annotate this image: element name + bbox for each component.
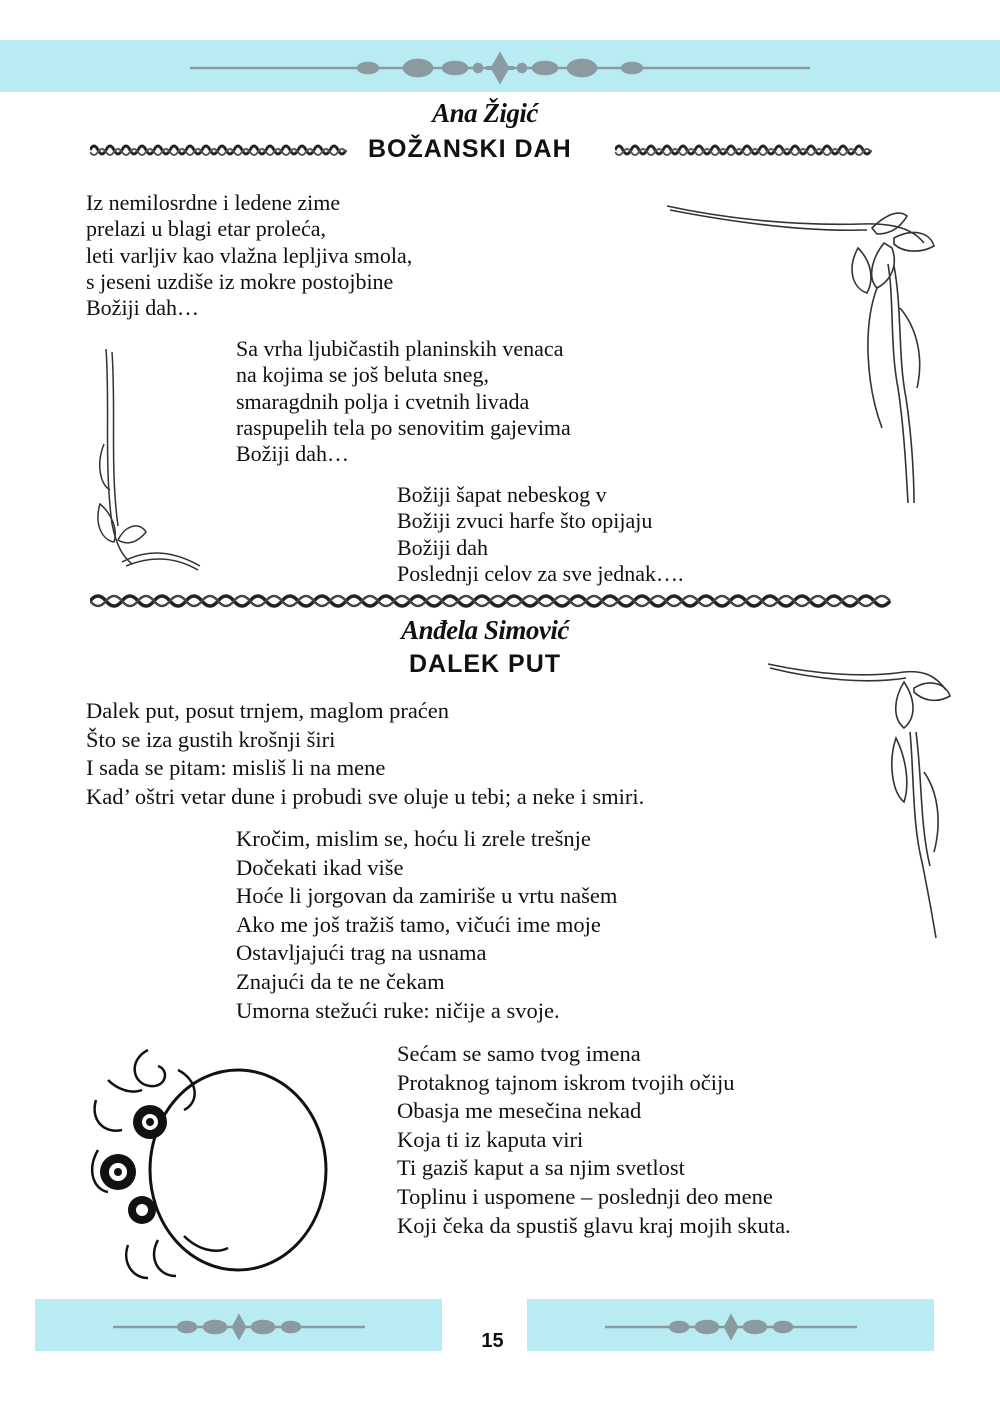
header-band [0, 40, 1000, 92]
poem2-stanza-2 [236, 825, 617, 1025]
verse-line: Božiji šapat nebeskog v [397, 482, 607, 507]
verse-line: Toplinu i uspomene – poslednji deo mene [397, 1183, 773, 1209]
verse-line: Koja ti iz kaputa viri [397, 1126, 584, 1152]
verse-line: smaragdnih polja i cvetnih livada [236, 388, 530, 414]
verse-line: na kojima se još beluta sneg, [236, 362, 489, 388]
zigzag-divider-left [90, 142, 352, 158]
verse-line: Obasja me mesečina nekad [397, 1098, 642, 1124]
poem1-author: Ana Žigić [432, 98, 538, 128]
poem1-title: BOŽANSKI DAH [368, 135, 572, 163]
swirl-frame-icon [88, 1040, 328, 1285]
page-number: 15 [481, 1330, 504, 1352]
verse-line: I sada se pitam: misliš li na mene [86, 755, 386, 781]
verse-line: raspupelih tela po senovitim gajevima [236, 414, 571, 440]
verse-line: Kročim, mislim se, hoću li zrele trešnje [236, 826, 591, 851]
poem2-author: Anđela Simović [401, 615, 569, 645]
poem2-title: DALEK PUT [408, 650, 562, 678]
poem1-stanza-2 [236, 336, 571, 467]
verse-line: Ti gaziš kaput a sa njim svetlost [397, 1155, 685, 1181]
verse-line: Sećam se samo tvog imena [397, 1041, 641, 1066]
verse-line: Protaknog tajnom iskrom tvojih očiju [397, 1069, 735, 1095]
verse-line: Koji čeka da spustiš glavu kraj mojih skuta. [397, 1212, 791, 1238]
verse-line: Dočekati ikad više [236, 854, 404, 880]
verse-line: leti varljiv kao vlažna lepljiva smola, [86, 242, 413, 268]
verse-line: Umorna stežući ruke: ničije a svoje. [236, 997, 560, 1023]
lily-flower-icon [662, 188, 942, 508]
poem2-stanza-3 [397, 1040, 791, 1240]
verse-line: Božiji dah… [86, 295, 200, 321]
verse-line: Dalek put, posut trnjem, maglom praćen [86, 698, 450, 723]
verse-line: Božiji dah… [236, 441, 350, 467]
verse-line: Poslednji celov za sve jednak…. [397, 560, 684, 586]
zigzag-divider-right [615, 142, 877, 158]
poem2-stanza-1 [86, 697, 644, 811]
lily-flower-icon [764, 652, 954, 942]
poem1-stanza-3 [397, 482, 684, 587]
verse-line: Ako me još tražiš tamo, vičući ime moje [236, 911, 601, 937]
verse-line: Ostavljajući trag na usnama [236, 940, 487, 966]
poem1-stanza-1 [86, 190, 412, 321]
verse-line: Iz nemilosrdne i ledene zime [86, 190, 341, 215]
verse-line: Kad’ oštri vetar dune i probudi sve oluje u tebi; a neke i smiri. [86, 783, 645, 809]
footer-band-left [35, 1299, 442, 1351]
verse-line: Hoće li jorgovan da zamiriše u vrtu našem [236, 883, 618, 909]
verse-line: Božiji zvuci harfe što opijaju [397, 508, 653, 534]
verse-line: Sa vrha ljubičastih planinskih venaca [236, 336, 564, 361]
footer-band-right [527, 1299, 934, 1351]
verse-line: Znajući da te ne čekam [236, 968, 445, 994]
scroll-ornament-icon [527, 1299, 934, 1351]
rope-divider [90, 592, 895, 610]
verse-line: prelazi u blagi etar proleća, [86, 216, 327, 242]
scroll-ornament-icon [0, 40, 1000, 92]
lily-flower-icon [92, 344, 204, 576]
scroll-ornament-icon [35, 1299, 442, 1351]
verse-line: Božiji dah [397, 534, 489, 560]
verse-line: s jeseni uzdiše iz mokre postojbine [86, 268, 394, 294]
verse-line: Što se iza gustih krošnji širi [86, 726, 336, 752]
